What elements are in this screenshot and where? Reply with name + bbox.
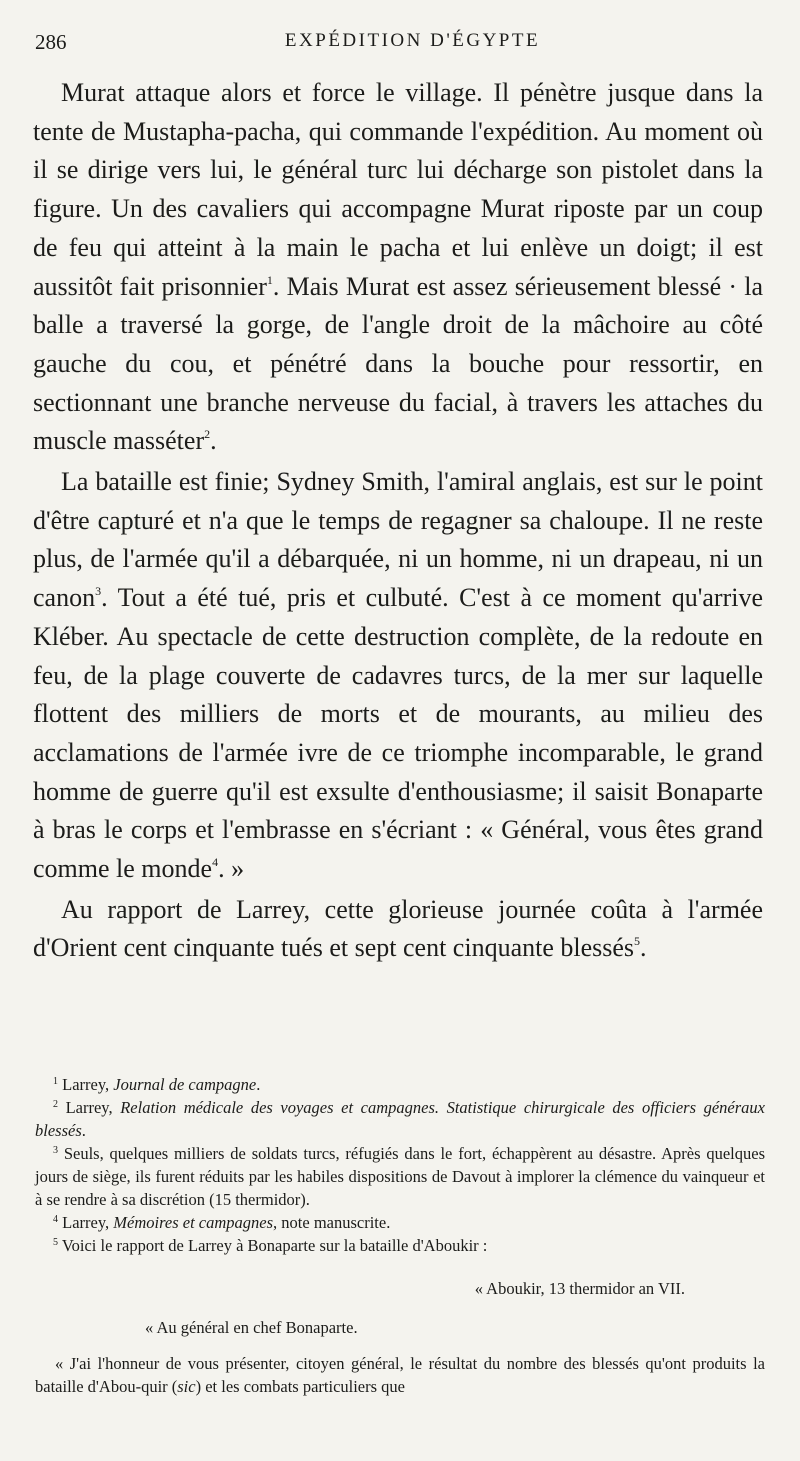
footnote-text: Voici le rapport de Larrey à Bonaparte sur la bataille d'Aboukir : — [61, 1236, 488, 1255]
letter-addressee: « Au général en chef Bonaparte. — [145, 1318, 358, 1337]
letter-dateline: « Aboukir, 13 thermidor an VII. — [474, 1279, 685, 1298]
footnote-text: . — [256, 1075, 261, 1094]
footnote-ref: 3 — [95, 584, 102, 599]
letter-text-part: ) et les combats particuliers que — [195, 1377, 405, 1396]
paragraph-1 — [33, 74, 763, 461]
footnote-title: Mémoires et campagnes — [113, 1213, 274, 1232]
paragraph-text: . Tout a été tué, pris et culbuté. C'est à ce moment qu'arrive Kléber. Au spectacle de cette destruction complète, de la redoute en feu, de la plage couverte de cadavres turcs, de la mer sur laquelle flottent des milliers de morts et de mourants, au milieu des acclamations de l'armée ivre de ce triomphe incomparable, le grand homme de guerre qu'il est exsulte d'enthousiasme; il saisit Bonaparte à bras le corps et l'embrasse en s'écriant : « Général, vous êtes grand comme le monde — [33, 583, 763, 884]
footnote-number: 4 — [53, 1214, 58, 1225]
footnote-ref: 4 — [212, 855, 219, 870]
running-head: EXPÉDITION D'ÉGYPTE — [284, 30, 541, 51]
paragraph-2 — [33, 463, 763, 889]
footnote-5 — [35, 1234, 765, 1257]
paragraph-3 — [33, 891, 763, 968]
footnote-ref: 2 — [204, 427, 211, 442]
footnote-ref: 1 — [266, 272, 273, 287]
footnote-number: 1 — [53, 1076, 58, 1087]
footnote-text: Larrey, — [62, 1075, 114, 1094]
letter-text — [35, 1352, 765, 1398]
paragraph-text: . Mais Murat est assez sérieusement blessé · la balle a traversé la gorge, de l'angle droit de la mâchoire au côté gauche du cou, et pénétré dans la bouche pour ressortir, en sectionnant une branche nerveuse du facial, à travers les attaches du muscle masséter — [33, 271, 764, 456]
footnote-text: Larrey, — [65, 1098, 121, 1117]
footnote-4 — [35, 1211, 765, 1234]
paragraph-text: Au rapport de Larrey, cette glorieuse journée coûta à l'armée d'Orient cent cinquante tués et sept cent cinquante blessés — [33, 894, 763, 963]
letter-sic: sic — [177, 1377, 196, 1396]
page-header — [35, 30, 760, 60]
footnote-text: Larrey, — [62, 1213, 114, 1232]
footnotes — [35, 1073, 765, 1398]
paragraph-text: La bataille est finie; Sydney Smith, l'amiral anglais, est sur le point d'être capturé et n'a que le temps de regagner sa chaloupe. Il ne reste plus, de l'armée qu'il a débarquée, ni un homme, ni un drapeau, ni un canon — [33, 467, 763, 613]
footnote-text: , note manuscrite. — [273, 1213, 391, 1232]
footnote-text: Seuls, quelques milliers de soldats turcs, réfugiés dans le fort, échappèrent au désastre. Après quelques jours de siège, ils furent réduits par les habiles dispositions de Davout à implorer la clémence du vainqueur et à se rendre à sa discrétion (15 thermidor). — [35, 1144, 766, 1209]
paragraph-text: . — [640, 933, 647, 963]
page-number: 286 — [35, 30, 67, 54]
paragraph-text: . » — [218, 854, 245, 884]
paragraph-text: . — [210, 426, 217, 456]
main-text — [33, 74, 763, 968]
footnote-number: 2 — [53, 1099, 58, 1110]
footnote-title: Journal de campagne — [113, 1075, 257, 1094]
footnote-number: 3 — [53, 1145, 58, 1156]
footnote-number: 5 — [53, 1237, 58, 1248]
paragraph-text: Murat attaque alors et force le village. Il pénètre jusque dans la tente de Mustapha-pacha, qui commande l'expédition. Au moment où il se dirige vers lui, le général turc lui décharge son pistolet dans la figure. Un des cavaliers qui accompagne Murat riposte par un coup de feu qui atteint à la main le pacha et lui enlève un doigt; il est aussitôt fait prisonnier — [33, 78, 763, 301]
footnote-text: . — [81, 1121, 86, 1140]
footnote-ref: 5 — [634, 934, 641, 949]
footnote-2 — [35, 1096, 765, 1142]
letter-text-part: « J'ai l'honneur de vous présenter, citoyen général, le résultat du nombre des blessés qu'ont produits la bataille d'Abou-quir ( — [35, 1354, 765, 1396]
footnote-title: Relation médicale des voyages et campagnes. Statistique chirurgicale des officiers généraux blessés — [35, 1098, 765, 1140]
footnote-3 — [35, 1142, 765, 1211]
footnote-1 — [35, 1073, 765, 1096]
